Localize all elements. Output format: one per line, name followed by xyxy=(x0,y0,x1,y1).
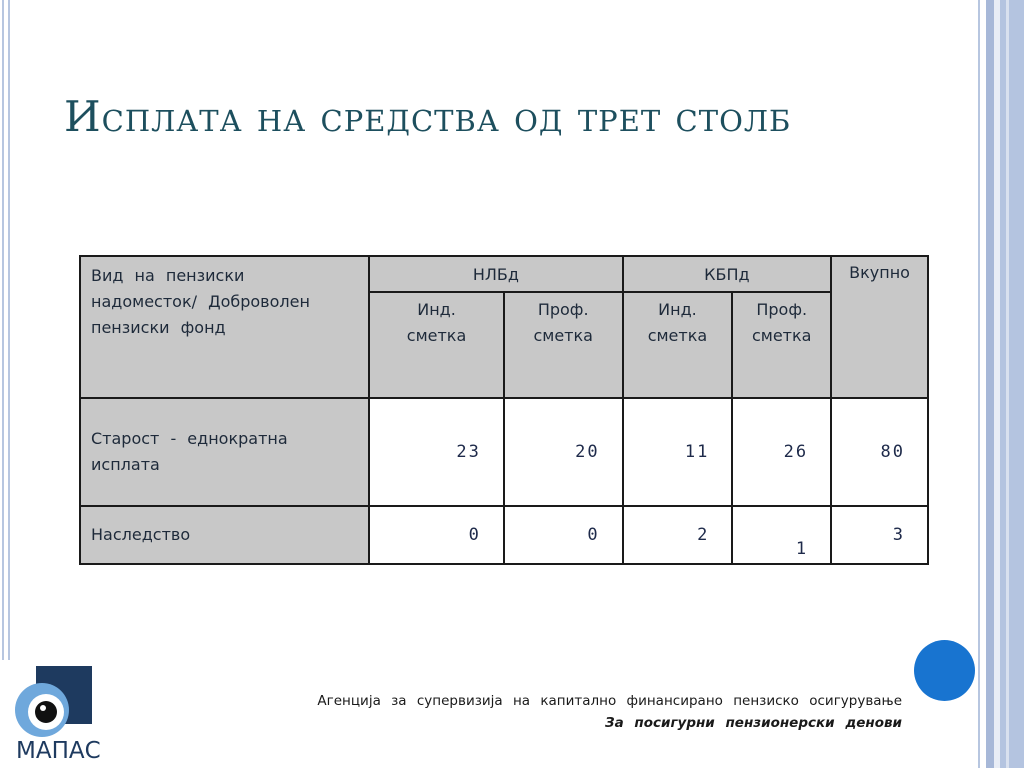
payout-table xyxy=(79,255,929,565)
value-cell: 0 xyxy=(369,506,504,564)
value-cell: 26 xyxy=(732,398,831,506)
total-cell: 3 xyxy=(831,506,928,564)
subheader-line: Проф. xyxy=(756,300,808,319)
value-cell: 23 xyxy=(369,398,504,506)
right-frame-band xyxy=(1000,0,1024,768)
row-label-line: Наследство xyxy=(91,525,191,544)
right-frame-band xyxy=(986,0,994,768)
row-label-line: исплата xyxy=(91,455,160,474)
right-frame-line xyxy=(978,0,980,768)
value-cell: 0 xyxy=(504,506,623,564)
value-cell: 20 xyxy=(504,398,623,506)
subheader-line: Проф. xyxy=(537,300,589,319)
group-header-nlbd: НЛБд xyxy=(369,256,622,292)
group-header-kbpd: КБПд xyxy=(623,256,832,292)
value-cell: 2 xyxy=(623,506,733,564)
decorative-circle xyxy=(914,640,975,701)
subheader-line: Инд. xyxy=(658,300,697,319)
row-label xyxy=(80,398,369,506)
left-frame-line xyxy=(8,0,10,660)
logo-text: МАПАС xyxy=(16,738,101,764)
table-header-row xyxy=(80,256,928,292)
total-cell: 80 xyxy=(831,398,928,506)
subheader-line: сметка xyxy=(533,326,593,345)
subheader-cell xyxy=(369,292,504,398)
subheader-cell xyxy=(732,292,831,398)
subheader-line: сметка xyxy=(406,326,467,345)
table-row xyxy=(80,506,928,564)
subheader-cell xyxy=(623,292,733,398)
row-label xyxy=(80,506,369,564)
table-row xyxy=(80,398,928,506)
footer-agency-name: Агенција за супервизија на капитално финансирано пензиско осигурување xyxy=(317,693,902,709)
subheader-cell xyxy=(504,292,623,398)
row-label-line: Старост - еднократна xyxy=(91,429,288,448)
subheader-line: Инд. xyxy=(417,300,456,319)
total-header: Вкупно xyxy=(831,256,928,398)
subheader-line: сметка xyxy=(751,326,812,345)
slide-title: Исплата на средства од трет столб xyxy=(64,92,792,141)
footer-slogan: За посигурни пензионерски денови xyxy=(605,715,902,731)
value-cell: 1 xyxy=(732,506,831,564)
category-header: Вид на пензиски надоместок/ Доброволен пензиски фонд xyxy=(80,256,369,398)
left-frame-line xyxy=(2,0,4,660)
subheader-line: сметка xyxy=(647,326,708,345)
value-cell: 11 xyxy=(623,398,733,506)
